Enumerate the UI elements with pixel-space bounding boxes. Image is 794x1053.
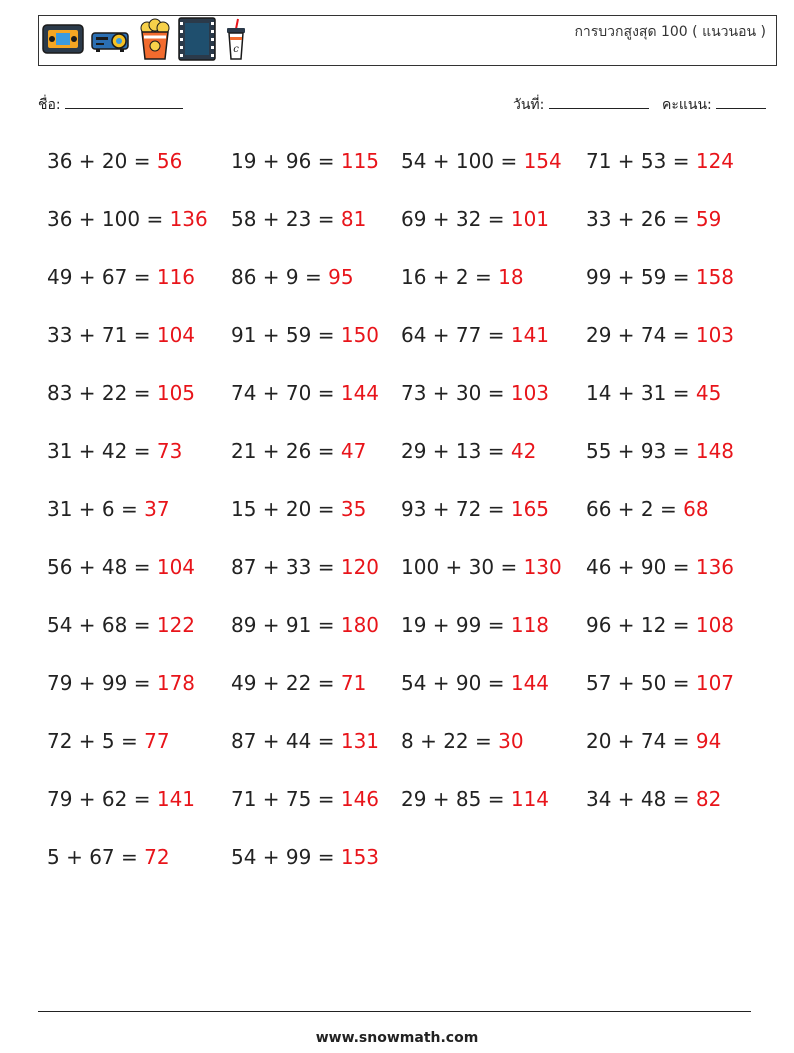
problem-answer: 108 xyxy=(695,613,735,637)
problem-item xyxy=(231,673,366,693)
problem-question: 31 + 6 = xyxy=(47,497,145,521)
problem-item xyxy=(47,673,195,693)
problem-question: 64 + 77 = xyxy=(401,323,511,347)
problem-question: 73 + 30 = xyxy=(401,381,511,405)
problem-item xyxy=(401,267,524,287)
problem-item xyxy=(586,441,734,461)
problem-item xyxy=(47,789,195,809)
problem-answer: 81 xyxy=(340,207,367,231)
problem-question: 19 + 99 = xyxy=(401,613,511,637)
problem-answer: 47 xyxy=(340,439,367,463)
problem-question: 71 + 53 = xyxy=(586,149,696,173)
problem-answer: 122 xyxy=(156,613,196,637)
problem-answer: 130 xyxy=(523,555,562,579)
problem-question: 29 + 85 = xyxy=(401,787,511,811)
problem-question: 93 + 72 = xyxy=(401,497,511,521)
problem-answer: 114 xyxy=(510,787,550,811)
problem-item xyxy=(47,151,182,171)
problem-answer: 104 xyxy=(156,323,196,347)
problem-answer: 73 xyxy=(156,439,183,463)
problem-question: 89 + 91 = xyxy=(231,613,341,637)
problem-answer: 103 xyxy=(695,323,735,347)
problem-answer: 56 xyxy=(156,149,183,173)
problem-answer: 144 xyxy=(510,671,550,695)
problem-item xyxy=(401,441,536,461)
problem-item xyxy=(586,499,709,519)
problem-question: 100 + 30 = xyxy=(401,555,524,579)
problem-answer: 42 xyxy=(510,439,537,463)
problem-item xyxy=(586,267,734,287)
problem-question: 69 + 32 = xyxy=(401,207,511,231)
problem-item xyxy=(401,383,549,403)
problem-answer: 95 xyxy=(328,265,354,289)
problem-item xyxy=(47,267,195,287)
problem-answer: 115 xyxy=(340,149,380,173)
problem-question: 79 + 62 = xyxy=(47,787,157,811)
problem-item xyxy=(401,325,549,345)
problem-answer: 72 xyxy=(144,845,170,869)
problem-answer: 35 xyxy=(340,497,367,521)
problem-question: 8 + 22 = xyxy=(401,729,499,753)
problem-item xyxy=(231,441,366,461)
problem-question: 66 + 2 = xyxy=(586,497,684,521)
problem-answer: 144 xyxy=(340,381,380,405)
problem-question: 72 + 5 = xyxy=(47,729,145,753)
problem-item xyxy=(401,731,524,751)
problem-item xyxy=(47,209,208,229)
problem-item xyxy=(231,615,379,635)
problem-answer: 141 xyxy=(156,787,196,811)
problem-answer: 146 xyxy=(340,787,380,811)
problem-question: 99 + 59 = xyxy=(586,265,696,289)
problem-item xyxy=(231,557,379,577)
problem-answer: 77 xyxy=(144,729,170,753)
problem-answer: 107 xyxy=(695,671,735,695)
problem-answer: 71 xyxy=(340,671,367,695)
problem-item xyxy=(586,673,734,693)
problem-answer: 68 xyxy=(683,497,709,521)
problem-question: 16 + 2 = xyxy=(401,265,499,289)
problem-item xyxy=(231,731,379,751)
problem-question: 34 + 48 = xyxy=(586,787,696,811)
problem-question: 33 + 71 = xyxy=(47,323,157,347)
problem-question: 15 + 20 = xyxy=(231,497,341,521)
problem-item xyxy=(401,499,549,519)
problem-question: 46 + 90 = xyxy=(586,555,696,579)
problem-answer: 105 xyxy=(156,381,196,405)
problem-question: 14 + 31 = xyxy=(586,381,696,405)
score-label: คะแนน: xyxy=(662,97,712,113)
problem-item xyxy=(231,499,366,519)
problem-answer: 30 xyxy=(498,729,524,753)
problem-item xyxy=(586,325,734,345)
problem-question: 31 + 42 = xyxy=(47,439,157,463)
problem-item xyxy=(586,557,734,577)
problem-item xyxy=(401,615,549,635)
problem-question: 19 + 96 = xyxy=(231,149,341,173)
problem-answer: 124 xyxy=(695,149,735,173)
problem-question: 54 + 68 = xyxy=(47,613,157,637)
problem-item xyxy=(401,209,549,229)
footer-divider xyxy=(38,1011,751,1012)
problem-question: 96 + 12 = xyxy=(586,613,696,637)
problem-question: 54 + 99 = xyxy=(231,845,341,869)
problem-question: 21 + 26 = xyxy=(231,439,341,463)
problem-item xyxy=(586,615,734,635)
problem-question: 83 + 22 = xyxy=(47,381,157,405)
problem-question: 87 + 44 = xyxy=(231,729,341,753)
problem-item xyxy=(231,267,354,287)
problem-question: 87 + 33 = xyxy=(231,555,341,579)
problem-answer: 120 xyxy=(340,555,380,579)
problem-item xyxy=(231,325,379,345)
problem-answer: 148 xyxy=(695,439,735,463)
problem-answer: 82 xyxy=(695,787,722,811)
problem-answer: 116 xyxy=(156,265,196,289)
problem-item xyxy=(47,383,195,403)
problem-question: 33 + 26 = xyxy=(586,207,696,231)
problem-question: 49 + 22 = xyxy=(231,671,341,695)
problem-item xyxy=(47,615,195,635)
problem-answer: 180 xyxy=(340,613,380,637)
problem-item xyxy=(231,209,366,229)
worksheet-title: การบวกสูงสุด 100 ( แนวนอน ) xyxy=(574,24,766,40)
problem-answer: 154 xyxy=(523,149,562,173)
problem-item xyxy=(586,151,734,171)
problem-question: 57 + 50 = xyxy=(586,671,696,695)
problem-item xyxy=(401,151,562,171)
problem-question: 20 + 74 = xyxy=(586,729,696,753)
problem-answer: 165 xyxy=(510,497,550,521)
problem-answer: 18 xyxy=(498,265,524,289)
problem-answer: 150 xyxy=(340,323,380,347)
problem-answer: 103 xyxy=(510,381,550,405)
problem-answer: 37 xyxy=(144,497,170,521)
problem-answer: 101 xyxy=(510,207,550,231)
footer-url: www.snowmath.com xyxy=(315,1030,479,1046)
problem-question: 54 + 100 = xyxy=(401,149,524,173)
problem-question: 79 + 99 = xyxy=(47,671,157,695)
date-label: วันที่: xyxy=(513,97,545,113)
problem-answer: 136 xyxy=(695,555,735,579)
problem-question: 71 + 75 = xyxy=(231,787,341,811)
problem-question: 36 + 100 = xyxy=(47,207,170,231)
problem-answer: 94 xyxy=(695,729,722,753)
problem-item xyxy=(231,847,379,867)
svg-text:c: c xyxy=(233,44,239,55)
problem-question: 55 + 93 = xyxy=(586,439,696,463)
problem-item xyxy=(586,209,721,229)
problem-answer: 104 xyxy=(156,555,196,579)
problem-answer: 158 xyxy=(695,265,735,289)
problem-item xyxy=(231,789,379,809)
problem-item xyxy=(231,151,379,171)
problem-question: 58 + 23 = xyxy=(231,207,341,231)
problem-answer: 178 xyxy=(156,671,196,695)
problem-item xyxy=(47,499,170,519)
problem-answer: 153 xyxy=(340,845,380,869)
problem-item xyxy=(47,441,182,461)
problem-item xyxy=(586,789,721,809)
problem-item xyxy=(47,325,195,345)
problem-question: 91 + 59 = xyxy=(231,323,341,347)
problem-item xyxy=(586,383,721,403)
name-label: ชื่อ: xyxy=(38,97,61,113)
problem-item xyxy=(401,557,562,577)
problem-question: 49 + 67 = xyxy=(47,265,157,289)
problem-question: 54 + 90 = xyxy=(401,671,511,695)
problem-item xyxy=(586,731,721,751)
problem-item xyxy=(231,383,379,403)
problem-item xyxy=(47,847,170,867)
problem-answer: 118 xyxy=(510,613,550,637)
problem-item xyxy=(47,557,195,577)
problem-answer: 59 xyxy=(695,207,722,231)
problem-answer: 136 xyxy=(169,207,208,231)
problem-answer: 141 xyxy=(510,323,550,347)
problem-question: 56 + 48 = xyxy=(47,555,157,579)
problem-question: 36 + 20 = xyxy=(47,149,157,173)
problem-question: 5 + 67 = xyxy=(47,845,145,869)
problem-question: 86 + 9 = xyxy=(231,265,329,289)
problem-item xyxy=(401,789,549,809)
problem-item xyxy=(401,673,549,693)
problem-question: 29 + 13 = xyxy=(401,439,511,463)
problem-item xyxy=(47,731,170,751)
problem-answer: 45 xyxy=(695,381,722,405)
problem-question: 29 + 74 = xyxy=(586,323,696,347)
problem-answer: 131 xyxy=(340,729,380,753)
problem-question: 74 + 70 = xyxy=(231,381,341,405)
